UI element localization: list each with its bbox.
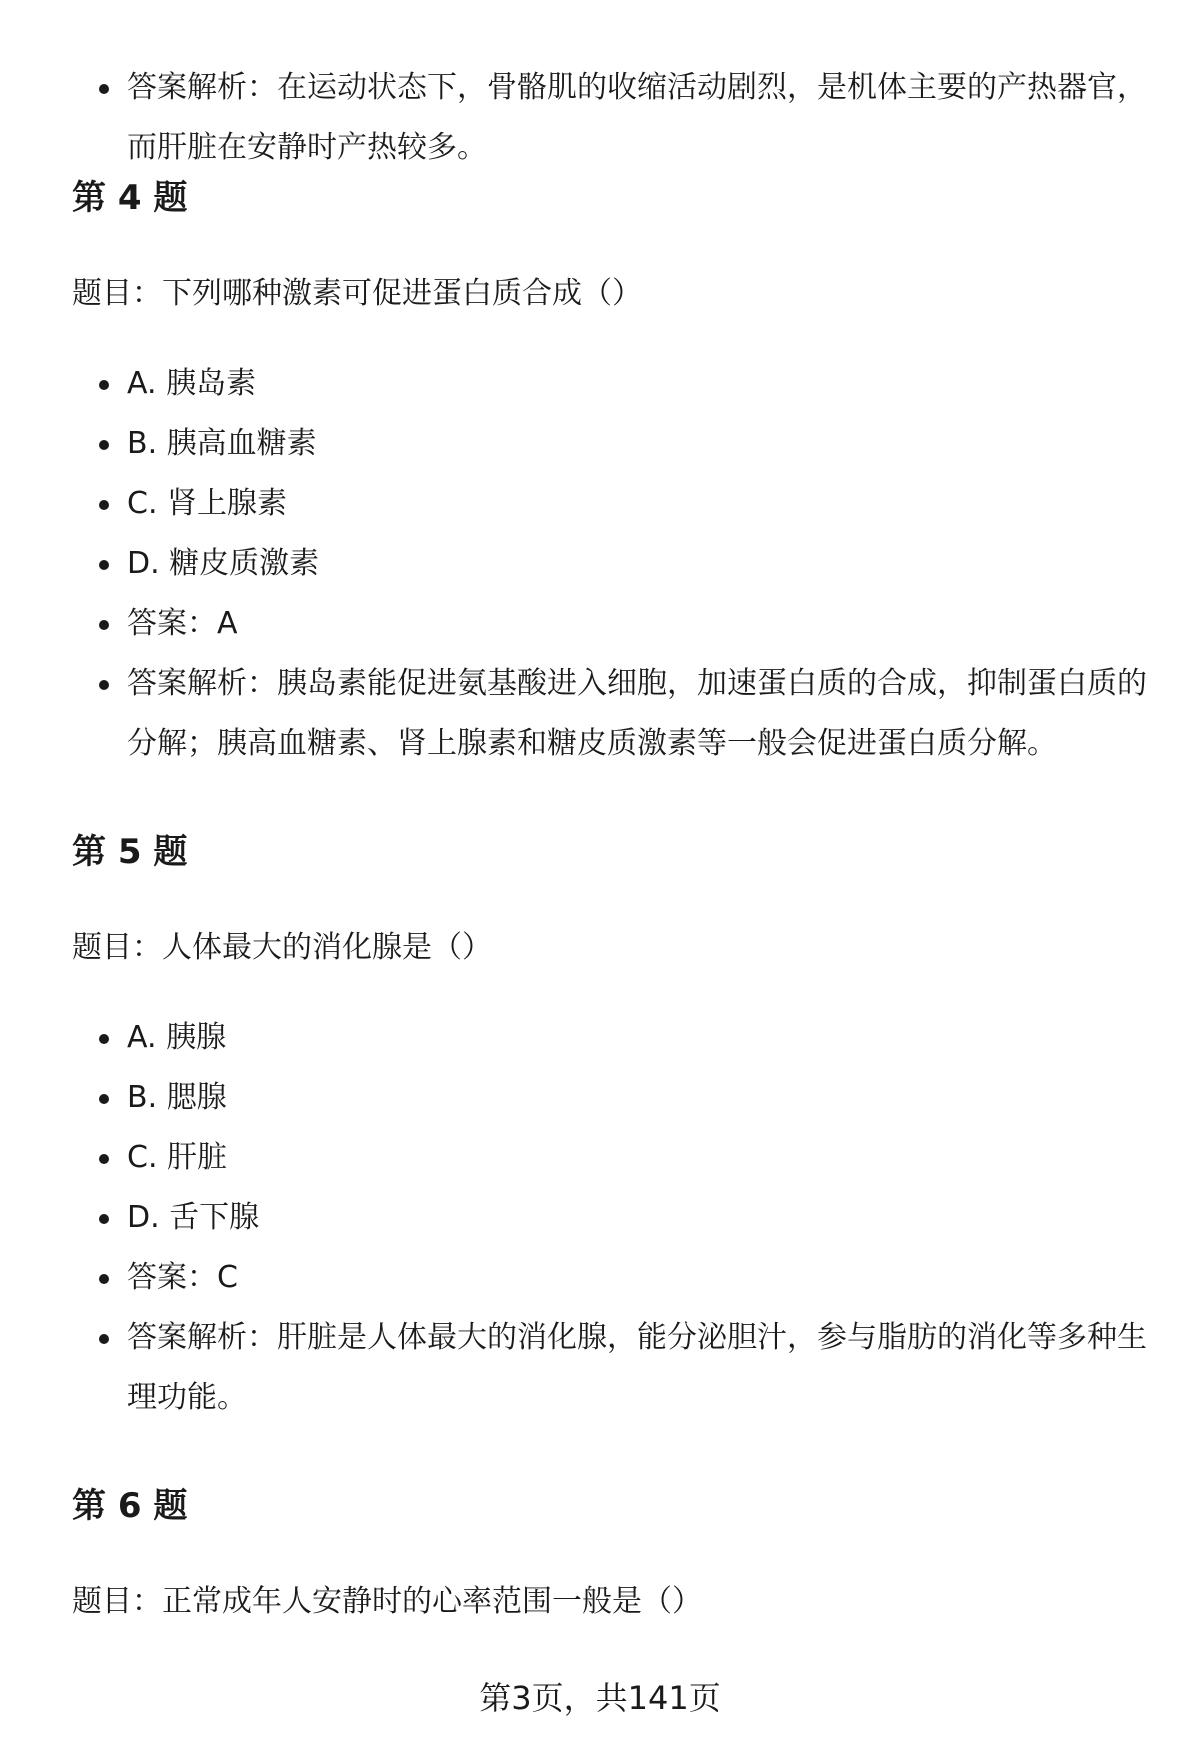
page-number: 第3页，共141页 — [479, 1679, 721, 1717]
prev-question-list — [72, 58, 1152, 178]
option-a: A. 胰岛素 — [72, 354, 1152, 414]
option-c: C. 肾上腺素 — [72, 474, 1152, 534]
answer: 答案：C — [72, 1248, 1152, 1308]
question-title: 第 6 题 — [72, 1486, 188, 1526]
question-stem: 题目：正常成年人安静时的心率范围一般是（） — [72, 1584, 702, 1619]
option-b: B. 腮腺 — [72, 1068, 1152, 1128]
answer-analysis: 答案解析：胰岛素能促进氨基酸进入细胞，加速蛋白质的合成，抑制蛋白质的分解；胰高血糖素、肾上腺素和糖皮质激素等一般会促进蛋白质分解。 — [72, 654, 1152, 774]
option-d: D. 舌下腺 — [72, 1188, 1152, 1248]
page-content — [72, 58, 1152, 1662]
option-d: D. 糖皮质激素 — [72, 534, 1152, 594]
answer-analysis: 答案解析：在运动状态下，骨骼肌的收缩活动剧烈，是机体主要的产热器官，而肝脏在安静时产热较多。 — [72, 58, 1152, 178]
question-5 — [72, 832, 1152, 1428]
question-stem: 题目：人体最大的消化腺是（） — [72, 930, 492, 965]
question-4 — [72, 178, 1152, 774]
question-title: 第 4 题 — [72, 178, 188, 218]
question-title: 第 5 题 — [72, 832, 188, 872]
option-c: C. 肝脏 — [72, 1128, 1152, 1188]
option-list — [72, 1008, 1152, 1428]
question-6 — [72, 1486, 1152, 1622]
option-b: B. 胰高血糖素 — [72, 414, 1152, 474]
answer: 答案：A — [72, 594, 1152, 654]
option-list — [72, 354, 1152, 774]
question-stem: 题目：下列哪种激素可促进蛋白质合成（） — [72, 276, 642, 311]
answer-analysis: 答案解析：肝脏是人体最大的消化腺，能分泌胆汁，参与脂肪的消化等多种生理功能。 — [72, 1308, 1152, 1428]
option-a: A. 胰腺 — [72, 1008, 1152, 1068]
